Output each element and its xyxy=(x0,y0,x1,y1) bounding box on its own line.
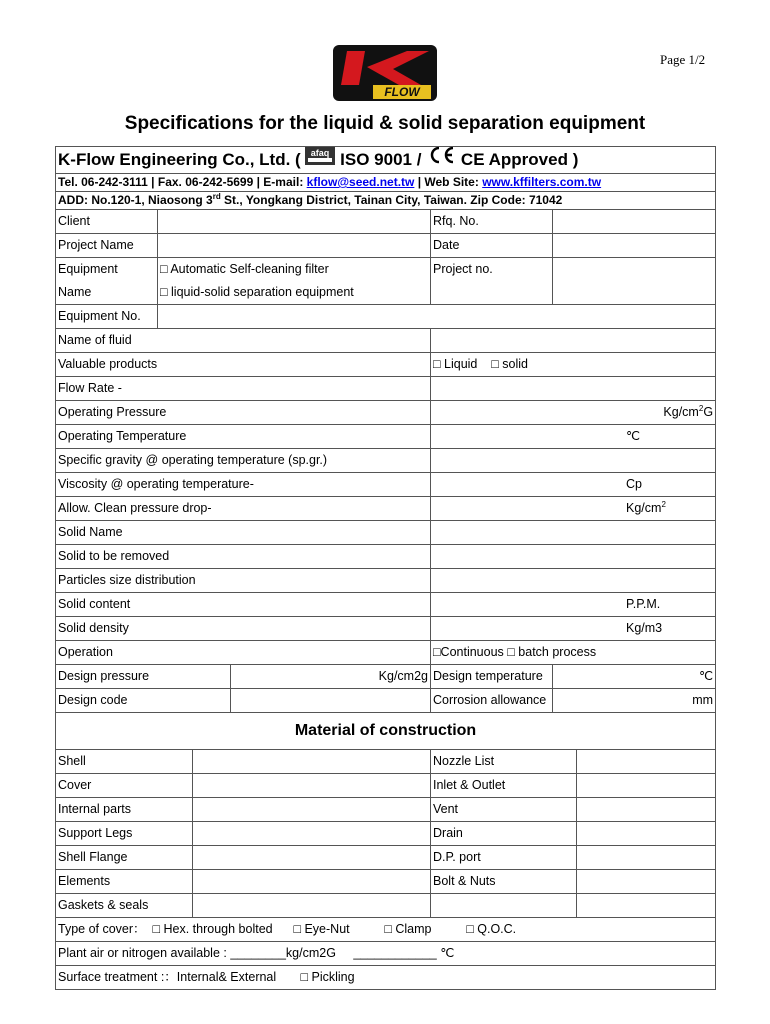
nozzle-list-label: Nozzle List xyxy=(431,750,577,774)
fluid-name-label: Name of fluid xyxy=(56,329,431,353)
rfq-label: Rfq. No. xyxy=(431,210,553,234)
internal-parts-field[interactable] xyxy=(193,798,431,822)
company-name: K-Flow Engineering Co., Ltd. ( xyxy=(58,150,301,169)
gaskets-extra-field[interactable] xyxy=(577,894,716,918)
shell-field[interactable] xyxy=(193,750,431,774)
corrosion-field[interactable]: mm xyxy=(553,689,716,713)
viscosity-field[interactable]: Cp xyxy=(431,473,716,497)
flow-rate-label: Flow Rate - xyxy=(56,377,431,401)
equipment-name-label: Name xyxy=(56,281,158,305)
solid-removed-field[interactable] xyxy=(431,545,716,569)
liquid-solid-options[interactable]: □ Liquid □ solid xyxy=(431,353,716,377)
iso-label: ISO 9001 / xyxy=(340,150,422,169)
ce-mark-icon xyxy=(426,147,456,174)
solid-name-field[interactable] xyxy=(431,521,716,545)
shell-flange-label: Shell Flange xyxy=(56,846,193,870)
valuable-products-label: Valuable products xyxy=(56,353,431,377)
solid-density-label: Solid density xyxy=(56,617,431,641)
project-no-label: Project no. xyxy=(431,258,553,305)
dp-port-label: D.P. port xyxy=(431,846,577,870)
bolt-nuts-field[interactable] xyxy=(577,870,716,894)
gaskets-field[interactable] xyxy=(193,894,431,918)
email-link[interactable]: kflow@seed.net.tw xyxy=(306,175,415,190)
spec-form xyxy=(55,146,715,990)
design-code-label: Design code xyxy=(56,689,231,713)
plant-air-field[interactable]: Plant air or nitrogen available : ________kg/cm2G ____________ ℃ xyxy=(56,942,716,966)
specific-gravity-label: Specific gravity @ operating temperature (sp.gr.) xyxy=(56,449,431,473)
operating-temperature-label: Operating Temperature xyxy=(56,425,431,449)
surface-treatment-field[interactable]: Surface treatment :：Internal& External □ Pickling xyxy=(56,966,716,990)
pressure-drop-label: Allow. Clean pressure drop- xyxy=(56,497,431,521)
tel-fax: Tel. 06-242-3111 | Fax. 06-242-5699 | E-mail: xyxy=(58,175,307,190)
equipment-no-label: Equipment No. xyxy=(56,305,158,329)
inlet-outlet-field[interactable] xyxy=(577,774,716,798)
solid-content-field[interactable]: P.P.M. xyxy=(431,593,716,617)
equipment-no-field[interactable] xyxy=(158,305,716,329)
option-auto-filter[interactable]: □ Automatic Self-cleaning filter xyxy=(158,258,431,282)
address-line: ADD: No.120-1, Niaosong 3rd St., Yongkang District, Tainan City, Taiwan. Zip Code: 71042 xyxy=(56,192,716,210)
web-label: | Web Site: xyxy=(414,175,483,190)
design-temperature-field[interactable]: ℃ xyxy=(553,665,716,689)
cover-field[interactable] xyxy=(193,774,431,798)
client-label: Client xyxy=(56,210,158,234)
particle-size-field[interactable] xyxy=(431,569,716,593)
solid-removed-label: Solid to be removed xyxy=(56,545,431,569)
afaq-icon xyxy=(305,147,335,174)
internal-parts-label: Internal parts xyxy=(56,798,193,822)
company-header xyxy=(56,147,716,174)
equipment-label: Equipment xyxy=(56,258,158,282)
gaskets-extra-label xyxy=(431,894,577,918)
corrosion-label: Corrosion allowance xyxy=(431,689,553,713)
fluid-name-field[interactable] xyxy=(431,329,716,353)
nozzle-list-field[interactable] xyxy=(577,750,716,774)
website-link[interactable]: www.kffilters.com.tw xyxy=(482,175,602,190)
viscosity-label: Viscosity @ operating temperature- xyxy=(56,473,431,497)
drain-field[interactable] xyxy=(577,822,716,846)
specific-gravity-field[interactable] xyxy=(431,449,716,473)
drain-label: Drain xyxy=(431,822,577,846)
shell-flange-field[interactable] xyxy=(193,846,431,870)
inlet-outlet-label: Inlet & Outlet xyxy=(431,774,577,798)
design-code-field[interactable] xyxy=(231,689,431,713)
dp-port-field[interactable] xyxy=(577,846,716,870)
vent-field[interactable] xyxy=(577,798,716,822)
operation-options[interactable]: □Continuous □ batch process xyxy=(431,641,716,665)
project-no-field[interactable] xyxy=(553,258,716,305)
elements-label: Elements xyxy=(56,870,193,894)
vent-label: Vent xyxy=(431,798,577,822)
operation-label: Operation xyxy=(56,641,431,665)
date-field[interactable] xyxy=(553,234,716,258)
logo-text: FLOW xyxy=(384,85,420,99)
bolt-nuts-label: Bolt & Nuts xyxy=(431,870,577,894)
date-label: Date xyxy=(431,234,553,258)
contact-line xyxy=(56,174,716,192)
solid-name-label: Solid Name xyxy=(56,521,431,545)
support-legs-field[interactable] xyxy=(193,822,431,846)
design-pressure-label: Design pressure xyxy=(56,665,231,689)
solid-content-label: Solid content xyxy=(56,593,431,617)
rfq-field[interactable] xyxy=(553,210,716,234)
cover-label: Cover xyxy=(56,774,193,798)
client-field[interactable] xyxy=(158,210,431,234)
operating-pressure-field[interactable]: $Kg/cm^2G$ xyxy=(431,401,716,425)
document-title: Specifications for the liquid & solid separation equipment xyxy=(124,113,646,134)
design-temperature-label: Design temperature xyxy=(431,665,553,689)
solid-density-field[interactable]: Kg/m3 xyxy=(431,617,716,641)
shell-label: Shell xyxy=(56,750,193,774)
operating-pressure-label: Operating Pressure xyxy=(56,401,431,425)
option-liquid-solid[interactable]: □ liquid-solid separation equipment xyxy=(158,281,431,305)
design-pressure-field[interactable]: Kg/cm2g xyxy=(231,665,431,689)
elements-field[interactable] xyxy=(193,870,431,894)
operating-temperature-field[interactable]: ℃ xyxy=(431,425,716,449)
gaskets-label: Gaskets & seals xyxy=(56,894,193,918)
particle-size-label: Particles size distribution xyxy=(56,569,431,593)
material-section-title: Material of construction xyxy=(56,713,716,750)
page-number: Page 1/2 xyxy=(660,52,706,67)
project-name-field[interactable] xyxy=(158,234,431,258)
cover-type-options[interactable]: Type of cover： □ Hex. through bolted □ Eye-Nut □ Clamp □ Q.O.C. xyxy=(56,918,716,942)
ce-label: CE Approved ) xyxy=(460,150,579,169)
pressure-drop-field[interactable]: $Kg/cm^2$ xyxy=(431,497,716,521)
support-legs-label: Support Legs xyxy=(56,822,193,846)
flow-rate-field[interactable] xyxy=(431,377,716,401)
project-name-label: Project Name xyxy=(56,234,158,258)
k-flow-logo xyxy=(333,45,437,101)
svg-text:afaq: afaq xyxy=(311,148,330,159)
